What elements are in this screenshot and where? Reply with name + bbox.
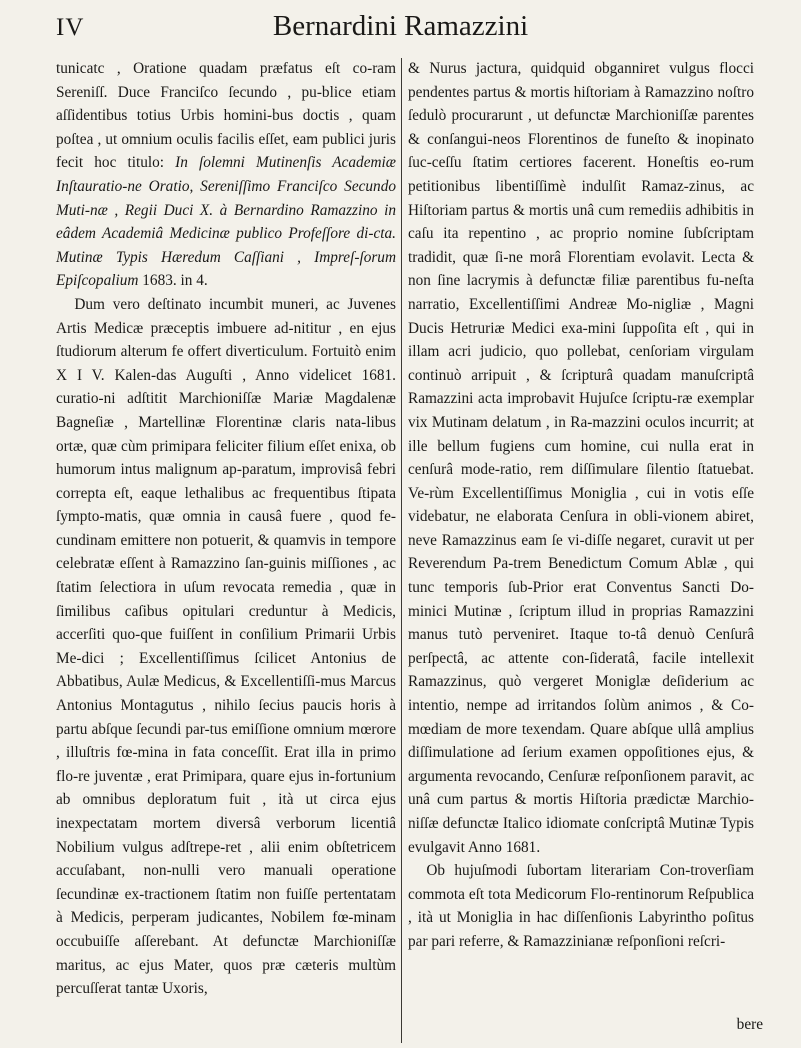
paragraph: Dum vero deſtinato incumbit muneri, ac Juvenes Artis Medicæ præceptis imbuere ad-nititur , en ejus ſtudiorum alterum fe offert diverticulum. Fortuitò enim X I V. Kalen-das Auguſti , Anno videlicet 1681. curatio-ni adſtitit Marchioniſſæ Mariæ Magdalenæ Bagneſiæ , Martellinæ Florentinæ claris nata-libus ortæ, quæ cùm primipara feliciter filium eſſet enixa, ob humorum intus malignum ap-paratum, improvisâ febri correpta eſt, eaque lethalibus ac frequentibus ſtipata ſympto-matis, quæ omnia in causâ fuere , quod fe-cundinam emittere non potuerit, & quamvis in tempore celebratæ eſſent à Ramazzino ſan-guinis miſſiones , ac ſtatim ſelectiora in uſum revocata remedia , quæ in ſimilibus caſibus opitulari creduntur à Medicis, accerſiti quo-que fuiſſent in conſilium Primarii Urbis Me-dici ; Excellentiſſimus ſcilicet Antonius de Abbatibus, Aulæ Medicus, & Excellentiſſi-mus Marcus Antonius Montagutus , nihilo ſecius paucis horis à partu abſque ſecundi par-tus emiſſione omnium mœrore , illuſtris fœ-mina in fata conceſſit. Erat illa in primo flo-re juventæ , erat Primipara, quare ejus in-fortunium ab omnibus deploratum fuit , ità ut circa ejus inexpectatam mortem diversâ verborum licentiâ Nobilium vulgus adſtrepe-ret , alii enim obſtetricem accuſabant, non-nulli vero manuali operatione ſecundinæ ex-tractionem ſtatim non fuiſſe pertentatam à Medicis, perperam judicantes, Nobilem fœ-minam occubuiſſe aſſerebant. At defunctæ Marchioniſſæ maritus, ac ejus Mater, quos præ cæteris multùm percuſſerat tantæ Uxoris, [56, 295, 396, 998]
paragraph-text: tunicatc , Oratione quadam præfatus eſt co-ram Sereniſſ. Duce Franciſco ſecundo , pu-blice etiam aſſidentibus totius Urbis homini-bus doctis , quam poſtea , ut omnium oculis facilis eſſet, eam publici juris fecit hoc titulo: [56, 60, 396, 172]
paragraph [56, 57, 396, 293]
catchword: bere [736, 1016, 763, 1033]
page-number: IV [56, 14, 85, 41]
page-header [0, 10, 801, 54]
column-divider [401, 58, 402, 1043]
left-column [56, 57, 396, 1001]
oration-imprint: 1683. in 4. [142, 272, 208, 290]
paragraph: Ob hujuſmodi ſubortam literariam Con-troverſiam commota eſt tota Medicorum Flo-rentinorum Reſpublica , ità ut Moniglia in hac diſſenſionis Labyrintho poſitus par pari referre, & Ramazzinianæ reſponſioni reſcri- [408, 862, 754, 950]
right-column [408, 57, 754, 954]
oration-title: In ſolemni Mutinenſis Academiæ Inſtauratio-ne Oratio, Sereniſſimo Franciſco Secundo Muti-næ , Regii Duci X. à Bernardino Ramazzino in eâdem Academiâ Medicinæ publico Profeſſore di-cta. Mutinæ Typis Hæredum Caſſiani , Impreſ-ſorum Epiſcopalium [56, 154, 396, 290]
running-title: Bernardini Ramazzini [272, 10, 529, 42]
paragraph: & Nurus jactura, quidquid obganniret vulgus flocci pendentes partus & mortis hiſtoriam à Ramazzino noſtro ſedulò procurarunt , ut defunctæ Marchioniſſæ parentes & conſangui-neos Florentinos de funeſto & inopinato ſuc-ceſſu ſtatim certiores facerent. Honeſtis eo-rum petitionibus libentiſſimè indulſit Ramaz-zinus, ac Hiſtoriam partus & mortis unâ cum remediis adhibitis in caſu ita repentino , ac proprio nomine ſubſcriptam tradidit, quæ ſi-ne morâ Florentiam evolavit. Lecta & non ſine lacrymis à defunctæ filiæ parentibus fu-neſta narratio, Excellentiſſimi Andreæ Mo-nigliæ , Magni Ducis Hetruriæ Medici exa-mini ſuppoſita eſt , qui in illam acri judicio, quo pollebat, cenſoriam virgulam continuò arripuit , & ſcripturâ quadam manuſcriptâ Ramazzini acta improbavit Hujuſce ſcriptu-ræ exemplar vix Mutinam delatum , in Ra-mazzini oculos incurrit; at ille bellum fugiens cum homine, cui nulla erat in cenſurâ mode-ratio, rem diſſimulare ſilentio ſtatuebat. Ve-rùm Excellentiſſimus Moniglia , cui in votis eſſe videbatur, ne elaborata Cenſura in obli-vionem abiret, neve Ramazzinus eam ſe vi-diſſe negaret, curavit ut per Reverendum Pa-trem Benedictum Comum Ablæ , qui tunc temporis ſub-Prior erat Conventus Sancti Do-minici Mutinæ , ſcriptum illud in proprias Ramazzini manus tutò perveniret. Itaque to-tâ denuò Cenſurâ perſpectâ, ac attente con-ſideratâ, facile intellexit Ramazzinus, quò vergeret Moniglæ deſiderium ac intentio, nempe ad irritandos ſolùm animos , & Co-mœdiam de more texendam. Quare abſque ullâ amplius diſſimulatione ad ſerium examen oppoſitiones ejus, & argumenta revocando, Cenſuræ reſponſionem paravit, ac unâ cum partus & mortis Hiſtoria prædictæ Marchio-niſſæ defunctæ Italico idiomate conſcriptâ Mutinæ Typis evulgavit Anno 1681. [408, 60, 754, 856]
